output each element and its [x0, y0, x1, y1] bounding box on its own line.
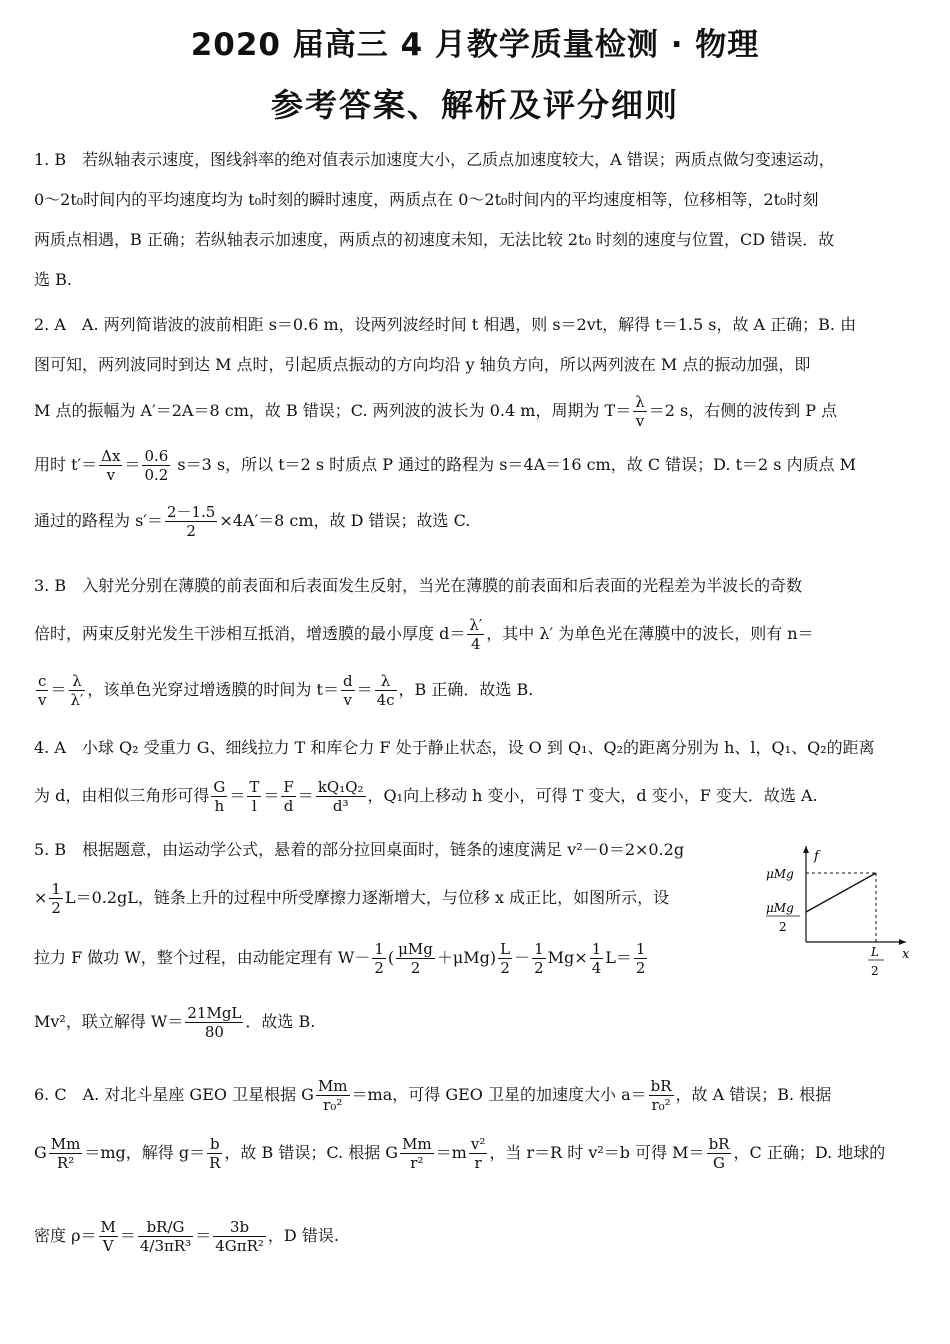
text: 密度 ρ＝ [34, 1226, 97, 1245]
denominator: v [38, 691, 47, 709]
text: ＋μMg) [436, 948, 497, 967]
fraction [634, 940, 648, 977]
x-tick-denominator: 2 [871, 964, 879, 978]
y-tick-top: μMg [766, 867, 794, 881]
text: G [34, 1143, 47, 1162]
text: 用时 t′＝ [34, 455, 98, 474]
text: 拉力 F 做功 W，整个过程，由动能定理有 W－ [34, 948, 371, 967]
friction-displacement-graph [764, 840, 914, 990]
answer-line [34, 990, 764, 1054]
text: 通过的路程为 s′＝ [34, 511, 163, 530]
y-axis-label: f [814, 849, 819, 864]
x-axis-arrow [899, 939, 906, 945]
fraction [532, 940, 546, 977]
answer-line [34, 437, 914, 493]
numerator: v² [470, 1135, 486, 1153]
numerator: 1 [534, 940, 544, 958]
denominator: r₀² [323, 1096, 343, 1114]
friction-line [806, 873, 876, 912]
numerator: c [36, 672, 48, 691]
fraction [590, 940, 604, 977]
fraction [99, 447, 122, 484]
answer-line: 1. B 若纵轴表示速度，图线斜率的绝对值表示加速度大小，乙质点加速度较大，A 错误；两质点做匀变速运动， [34, 150, 835, 169]
answer-line [34, 768, 914, 824]
numerator: λ [375, 672, 397, 691]
page-title: 参考答案、解析及评分细则 [270, 86, 679, 124]
y-tick-mid-denominator: 2 [779, 920, 787, 934]
numerator: λ′ [469, 616, 483, 634]
denominator: 4 [591, 959, 602, 977]
answer-6 [34, 1070, 914, 1286]
text: ＝ma，可得 GEO 卫星的加速度大小 a＝ [351, 1085, 647, 1104]
page-header: 2020 届高三 4 月教学质量检测 · 物理 [190, 27, 760, 63]
fraction [69, 672, 86, 709]
fraction [99, 1218, 118, 1255]
fraction [316, 1077, 350, 1114]
answer-line: 图可知，两列波同时到达 M 点时，引起质点振动的方向均沿 y 轴负方向，所以两列波在 M 点的振动加强，即 [34, 355, 811, 374]
text: ＝m [435, 1143, 467, 1162]
denominator: G [713, 1154, 726, 1172]
answer-line: 3. B 入射光分别在薄膜的前表面和后表面发生反射，当光在薄膜的前表面和后表面的光程差为半波长的奇数 [34, 576, 803, 595]
numerator: bR [708, 1135, 730, 1153]
denominator: r [474, 1154, 482, 1172]
fraction [649, 1077, 674, 1114]
numerator: bR/G [138, 1218, 193, 1237]
text: Mg× [547, 948, 588, 967]
fraction [207, 1135, 222, 1172]
fraction [213, 1218, 266, 1255]
denominator: d³ [332, 797, 349, 815]
text: ．故选 B. [245, 1012, 316, 1031]
text: 6. C A. 对北斗星座 GEO 卫星根据 G [34, 1085, 314, 1104]
answer-line: 2. A A. 两列简谐波的波前相距 s＝0.6 m，设两列波经时间 t 相遇，则 s＝2vt，解得 t＝1.5 s，故 A 正确；B. 由 [34, 315, 857, 334]
fraction [707, 1135, 732, 1172]
denominator: 2 [51, 899, 61, 917]
text: L＝0.2gL，链条上升的过程中所受摩擦力逐渐增大，与位移 x 成正比，如图所示，设 [64, 888, 670, 907]
numerator: b [207, 1135, 222, 1154]
x-axis-label: x [902, 947, 910, 962]
answer-5 [34, 830, 764, 1054]
numerator: λ [635, 393, 645, 411]
numerator: M [100, 1218, 116, 1236]
text: L＝ [605, 948, 632, 967]
denominator: 4c [376, 691, 395, 709]
fraction [185, 1004, 243, 1041]
text: ，B 正确．故选 B. [398, 680, 534, 699]
answer-line: 0～2t₀时间内的平均速度均为 t₀时刻的瞬时速度，两质点在 0～2t₀时间内的平均速度相等，位移相等，2t₀时刻 [34, 190, 819, 209]
answer-line: 两质点相遇，B 正确；若纵轴表示加速度，两质点的初速度未知，无法比较 2t₀ 时刻的速度与位置，CD 错误．故 [34, 230, 835, 249]
denominator: 2 [534, 959, 544, 977]
denominator: 4GπR² [215, 1237, 264, 1255]
fraction [467, 616, 484, 653]
text: s＝3 s，所以 t＝2 s 时质点 P 通过的路程为 s＝4A＝16 cm，故 C 错误；D. t＝2 s 内质点 M [172, 455, 857, 474]
answer-line [34, 1120, 914, 1186]
denominator: v [343, 691, 352, 709]
numerator: 1 [374, 940, 384, 958]
text: ，故 A 错误；B. 根据 [675, 1085, 832, 1104]
numerator: 1 [591, 940, 602, 958]
fraction [36, 672, 48, 709]
equals: ＝ [195, 1226, 212, 1245]
fraction [469, 1135, 488, 1172]
fraction [138, 1218, 193, 1255]
answer-line: 5. B 根据题意，由运动学公式，悬着的部分拉回桌面时，链条的速度满足 v²－0＝2×0.2g [34, 840, 685, 859]
text: M 点的振幅为 A′＝2A＝8 cm，故 B 错误；C. 两列波的波长为 0.4 m，周期为 T＝ [34, 401, 632, 420]
fraction [498, 940, 512, 977]
text: ＝ [124, 455, 141, 474]
answer-1 [34, 140, 914, 300]
numerator: kQ₁Q₂ [317, 778, 364, 796]
text: ＝ [50, 680, 67, 699]
numerator: 1 [51, 880, 61, 898]
answer-line [34, 926, 764, 990]
fraction [400, 1135, 434, 1172]
answer-line: 4. A 小球 Q₂ 受重力 G、细线拉力 T 和库仑力 F 处于静止状态，设 O 到 Q₁、Q₂的距离分别为 h、l，Q₁、Q₂的距离 [34, 738, 875, 757]
text: ，该单色光穿过增透膜的时间为 t＝ [87, 680, 339, 699]
denominator: 2 [186, 522, 196, 540]
x-tick-numerator: L [871, 945, 879, 959]
text: ，故 B 错误；C. 根据 G [224, 1143, 399, 1162]
denominator: 2 [410, 959, 421, 977]
numerator: Δx [101, 447, 121, 465]
numerator: 0.6 [144, 447, 169, 465]
denominator: 2 [635, 959, 646, 977]
fraction [49, 1135, 83, 1172]
fraction [633, 393, 647, 430]
numerator: 3b [213, 1218, 266, 1237]
numerator: 21MgL [187, 1004, 242, 1022]
fraction [49, 880, 63, 917]
fraction [396, 940, 435, 977]
denominator: l [251, 797, 257, 815]
fraction [165, 503, 217, 540]
answer-line [34, 385, 914, 437]
answer-line [34, 662, 914, 718]
numerator: L [500, 940, 511, 958]
denominator: v [106, 466, 116, 484]
numerator: Mm [317, 1077, 348, 1095]
answer-4 [34, 728, 914, 824]
answer-line [34, 1186, 914, 1286]
denominator: λ′ [70, 691, 84, 709]
numerator: F [283, 778, 294, 796]
text: ，D 错误. [267, 1226, 339, 1245]
numerator: d [342, 672, 353, 690]
numerator: T [249, 778, 260, 796]
denominator: 2 [374, 959, 384, 977]
fraction [316, 778, 366, 815]
denominator: d [283, 797, 294, 815]
numerator: Mm [402, 1135, 432, 1153]
numerator: G [213, 778, 226, 796]
denominator: v [635, 412, 645, 430]
y-tick-mid-numerator: μMg [766, 901, 794, 915]
numerator: bR [650, 1077, 672, 1095]
text: × [34, 888, 48, 907]
text: ( [387, 948, 395, 967]
answer-line [34, 606, 914, 662]
text: ，Q₁向上移动 h 变小，可得 T 变大，d 变小，F 变大．故选 A. [367, 786, 818, 805]
fraction [281, 778, 295, 815]
text: ＝mg，解得 g＝ [84, 1143, 206, 1162]
text: ＝ [356, 680, 373, 699]
numerator: 1 [635, 940, 646, 958]
denominator: 80 [204, 1023, 224, 1041]
fraction [211, 778, 227, 815]
text: 倍时，两束反射光发生干涉相互抵消，增透膜的最小厚度 d＝ [34, 624, 466, 643]
fraction [372, 940, 386, 977]
denominator: r₀² [651, 1096, 671, 1114]
text: ×4A′＝8 cm，故 D 错误；故选 C. [219, 511, 471, 530]
denominator: R² [56, 1154, 75, 1172]
denominator: 2 [500, 959, 510, 977]
text: ，C 正确；D. 地球的 [733, 1143, 886, 1162]
equals: ＝ [229, 786, 246, 805]
text: ，其中 λ′ 为单色光在薄膜中的波长，则有 n＝ [486, 624, 814, 643]
fraction [247, 778, 261, 815]
answer-2 [34, 305, 914, 549]
numerator: μMg [398, 940, 433, 958]
text: 为 d，由相似三角形可得 [34, 786, 210, 805]
fraction [341, 672, 355, 709]
equals: ＝ [263, 786, 280, 805]
numerator: λ [69, 672, 86, 691]
answer-line [34, 493, 914, 549]
denominator: r² [410, 1154, 424, 1172]
text: ＝2 s，右侧的波传到 P 点 [648, 401, 838, 420]
answer-3 [34, 566, 914, 718]
fraction [375, 672, 397, 709]
y-axis-arrow [803, 846, 809, 853]
answer-line [34, 870, 764, 926]
text: Mv²，联立解得 W＝ [34, 1012, 184, 1031]
text: － [514, 948, 531, 967]
answer-line [34, 1070, 914, 1120]
fraction [142, 447, 170, 484]
denominator: 4/3πR³ [139, 1237, 192, 1255]
denominator: 0.2 [144, 466, 169, 484]
denominator: h [214, 797, 225, 815]
equals: ＝ [297, 786, 314, 805]
numerator: 2－1.5 [166, 503, 216, 521]
text: ，当 r＝R 时 v²＝b 可得 M＝ [489, 1143, 705, 1162]
denominator: 4 [471, 635, 481, 653]
answer-line: 选 B. [34, 270, 72, 289]
numerator: Mm [50, 1135, 81, 1153]
equals: ＝ [119, 1226, 136, 1245]
denominator: V [102, 1237, 114, 1255]
denominator: R [209, 1154, 221, 1172]
